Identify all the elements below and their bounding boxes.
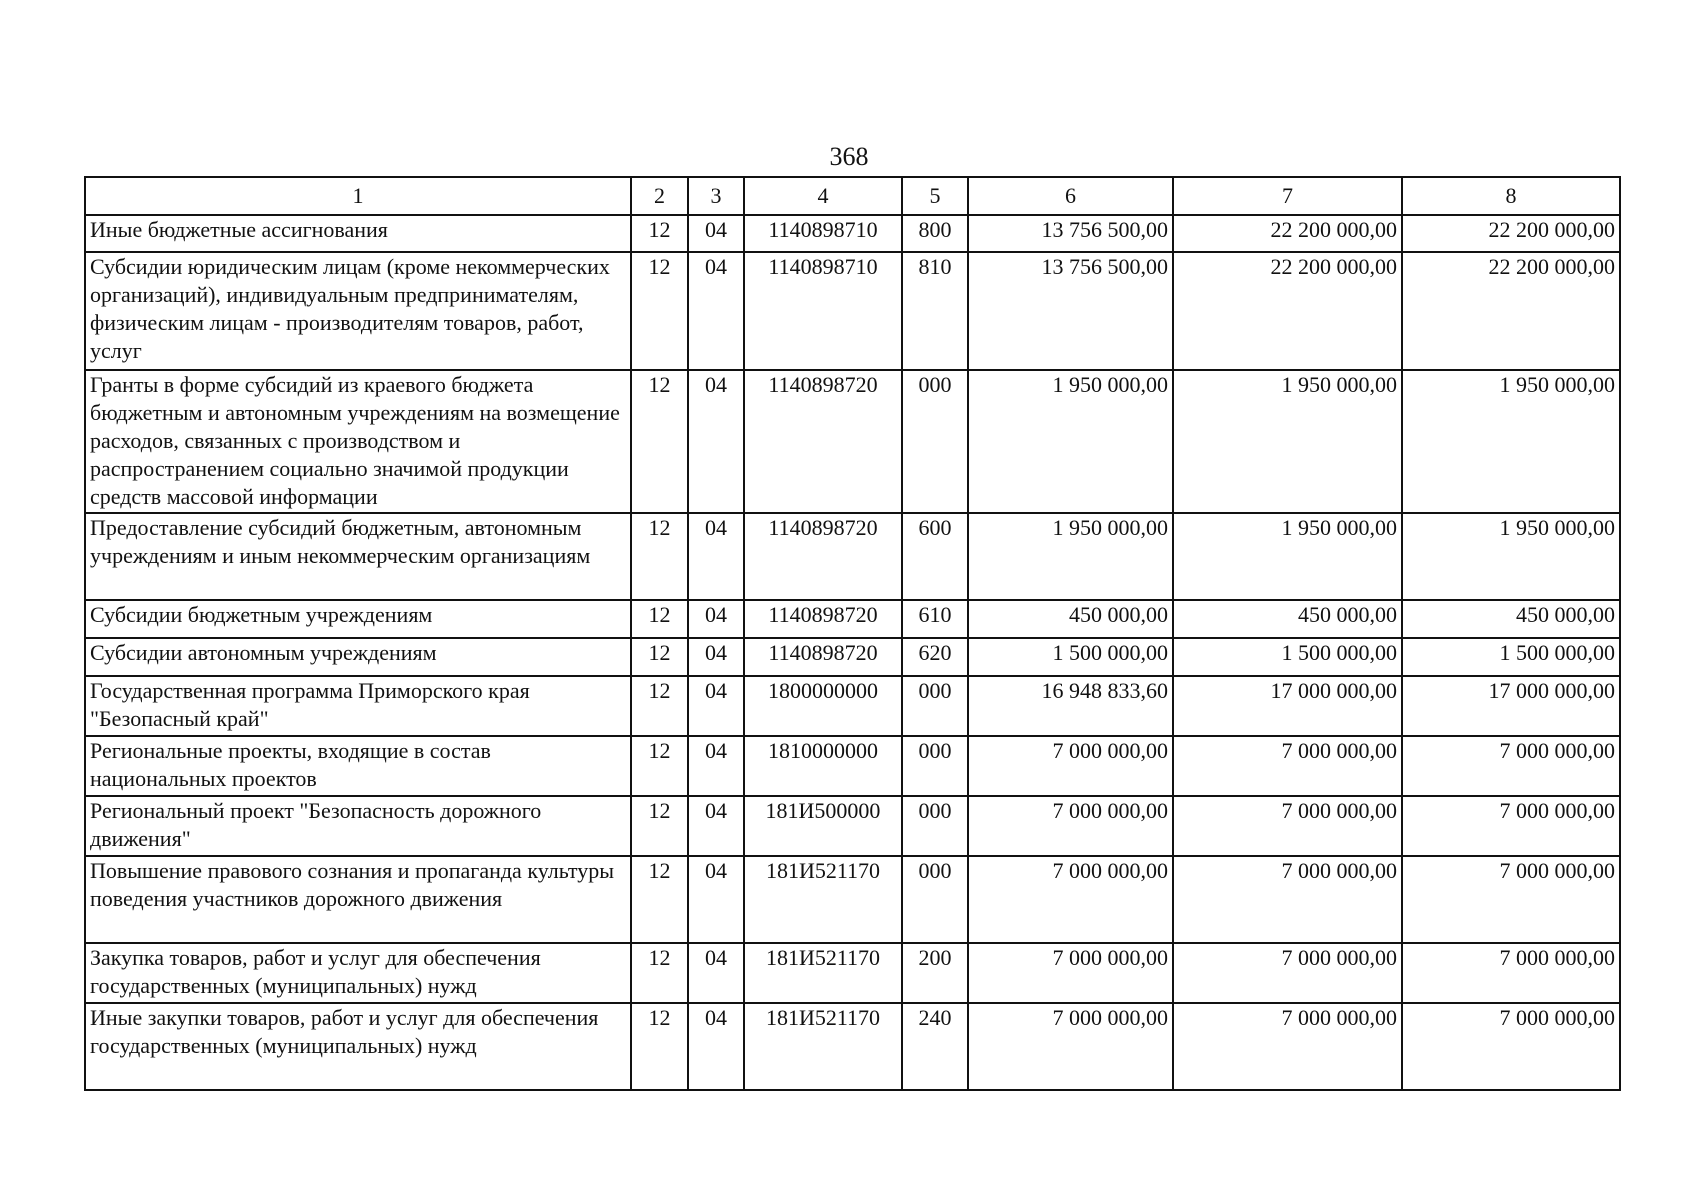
target-article-code: 1810000000 (744, 736, 902, 796)
target-article-code: 181И521170 (744, 943, 902, 1003)
target-article-code: 1140898720 (744, 600, 902, 638)
column-header-2: 2 (631, 177, 688, 215)
amount-col-7: 7 000 000,00 (1173, 796, 1402, 856)
amount-col-8: 1 500 000,00 (1402, 638, 1620, 676)
section-code: 12 (631, 796, 688, 856)
subsection-code: 04 (688, 638, 744, 676)
table-row (85, 600, 1620, 638)
expense-type-code: 000 (902, 856, 968, 943)
row-name: Гранты в форме субсидий из краевого бюджета бюджетным и автономным учреждениям на возмещение расходов, связанных с производством и распространением социально значимой продукции средств массовой информации (85, 370, 631, 513)
amount-col-6: 1 950 000,00 (968, 513, 1173, 600)
table-row (85, 513, 1620, 600)
amount-col-8: 17 000 000,00 (1402, 676, 1620, 736)
expense-type-code: 000 (902, 796, 968, 856)
section-code: 12 (631, 1003, 688, 1090)
row-name: Закупка товаров, работ и услуг для обеспечения государственных (муниципальных) нужд (85, 943, 631, 1003)
subsection-code: 04 (688, 1003, 744, 1090)
row-name: Субсидии бюджетным учреждениям (85, 600, 631, 638)
amount-col-7: 7 000 000,00 (1173, 856, 1402, 943)
amount-col-7: 1 950 000,00 (1173, 513, 1402, 600)
amount-col-7: 7 000 000,00 (1173, 943, 1402, 1003)
amount-col-8: 22 200 000,00 (1402, 215, 1620, 252)
column-header-5: 5 (902, 177, 968, 215)
amount-col-7: 17 000 000,00 (1173, 676, 1402, 736)
table-row (85, 943, 1620, 1003)
row-name: Иные бюджетные ассигнования (85, 215, 631, 252)
amount-col-8: 1 950 000,00 (1402, 513, 1620, 600)
section-code: 12 (631, 370, 688, 513)
table-row (85, 252, 1620, 370)
section-code: 12 (631, 638, 688, 676)
expense-type-code: 800 (902, 215, 968, 252)
target-article-code: 1140898710 (744, 215, 902, 252)
row-name: Региональный проект "Безопасность дорожного движения" (85, 796, 631, 856)
table-row (85, 370, 1620, 513)
table-row (85, 796, 1620, 856)
amount-col-8: 450 000,00 (1402, 600, 1620, 638)
column-header-7: 7 (1173, 177, 1402, 215)
subsection-code: 04 (688, 796, 744, 856)
amount-col-7: 1 500 000,00 (1173, 638, 1402, 676)
table-row (85, 676, 1620, 736)
subsection-code: 04 (688, 513, 744, 600)
amount-col-6: 1 500 000,00 (968, 638, 1173, 676)
column-header-8: 8 (1402, 177, 1620, 215)
expense-type-code: 620 (902, 638, 968, 676)
table-row (85, 638, 1620, 676)
expense-type-code: 810 (902, 252, 968, 370)
amount-col-6: 16 948 833,60 (968, 676, 1173, 736)
budget-table (84, 176, 1621, 1091)
amount-col-8: 7 000 000,00 (1402, 736, 1620, 796)
section-code: 12 (631, 513, 688, 600)
row-name: Субсидии юридическим лицам (кроме некоммерческих организаций), индивидуальным предпринимателям, физическим лицам - производителям товаров, работ, услуг (85, 252, 631, 370)
row-name: Повышение правового сознания и пропаганда культуры поведения участников дорожного движения (85, 856, 631, 943)
target-article-code: 1140898720 (744, 370, 902, 513)
target-article-code: 1140898720 (744, 638, 902, 676)
table-header-row (85, 177, 1620, 215)
subsection-code: 04 (688, 676, 744, 736)
target-article-code: 181И521170 (744, 1003, 902, 1090)
table-row (85, 856, 1620, 943)
column-header-4: 4 (744, 177, 902, 215)
column-header-3: 3 (688, 177, 744, 215)
expense-type-code: 600 (902, 513, 968, 600)
table-row (85, 215, 1620, 252)
subsection-code: 04 (688, 600, 744, 638)
target-article-code: 1800000000 (744, 676, 902, 736)
target-article-code: 1140898720 (744, 513, 902, 600)
amount-col-6: 7 000 000,00 (968, 856, 1173, 943)
amount-col-8: 7 000 000,00 (1402, 856, 1620, 943)
row-name: Государственная программа Приморского края "Безопасный край" (85, 676, 631, 736)
row-name: Региональные проекты, входящие в состав национальных проектов (85, 736, 631, 796)
table-row (85, 1003, 1620, 1090)
section-code: 12 (631, 215, 688, 252)
amount-col-6: 7 000 000,00 (968, 736, 1173, 796)
amount-col-6: 13 756 500,00 (968, 252, 1173, 370)
amount-col-7: 7 000 000,00 (1173, 1003, 1402, 1090)
expense-type-code: 200 (902, 943, 968, 1003)
amount-col-7: 1 950 000,00 (1173, 370, 1402, 513)
subsection-code: 04 (688, 370, 744, 513)
subsection-code: 04 (688, 856, 744, 943)
amount-col-7: 22 200 000,00 (1173, 215, 1402, 252)
target-article-code: 181И500000 (744, 796, 902, 856)
section-code: 12 (631, 943, 688, 1003)
table-row (85, 736, 1620, 796)
page-number: 368 (829, 142, 869, 171)
section-code: 12 (631, 600, 688, 638)
expense-type-code: 000 (902, 676, 968, 736)
section-code: 12 (631, 856, 688, 943)
amount-col-8: 7 000 000,00 (1402, 1003, 1620, 1090)
amount-col-6: 7 000 000,00 (968, 943, 1173, 1003)
amount-col-7: 7 000 000,00 (1173, 736, 1402, 796)
expense-type-code: 000 (902, 736, 968, 796)
column-header-1: 1 (85, 177, 631, 215)
subsection-code: 04 (688, 943, 744, 1003)
section-code: 12 (631, 676, 688, 736)
row-name: Предоставление субсидий бюджетным, автономным учреждениям и иным некоммерческим организациям (85, 513, 631, 600)
target-article-code: 181И521170 (744, 856, 902, 943)
amount-col-7: 22 200 000,00 (1173, 252, 1402, 370)
expense-type-code: 240 (902, 1003, 968, 1090)
subsection-code: 04 (688, 215, 744, 252)
subsection-code: 04 (688, 252, 744, 370)
section-code: 12 (631, 252, 688, 370)
amount-col-6: 7 000 000,00 (968, 1003, 1173, 1090)
amount-col-6: 1 950 000,00 (968, 370, 1173, 513)
target-article-code: 1140898710 (744, 252, 902, 370)
expense-type-code: 000 (902, 370, 968, 513)
amount-col-6: 13 756 500,00 (968, 215, 1173, 252)
section-code: 12 (631, 736, 688, 796)
row-name: Субсидии автономным учреждениям (85, 638, 631, 676)
expense-type-code: 610 (902, 600, 968, 638)
amount-col-8: 7 000 000,00 (1402, 943, 1620, 1003)
column-header-6: 6 (968, 177, 1173, 215)
amount-col-6: 450 000,00 (968, 600, 1173, 638)
amount-col-8: 22 200 000,00 (1402, 252, 1620, 370)
amount-col-7: 450 000,00 (1173, 600, 1402, 638)
amount-col-8: 1 950 000,00 (1402, 370, 1620, 513)
amount-col-8: 7 000 000,00 (1402, 796, 1620, 856)
row-name: Иные закупки товаров, работ и услуг для обеспечения государственных (муниципальных) нужд (85, 1003, 631, 1090)
subsection-code: 04 (688, 736, 744, 796)
amount-col-6: 7 000 000,00 (968, 796, 1173, 856)
